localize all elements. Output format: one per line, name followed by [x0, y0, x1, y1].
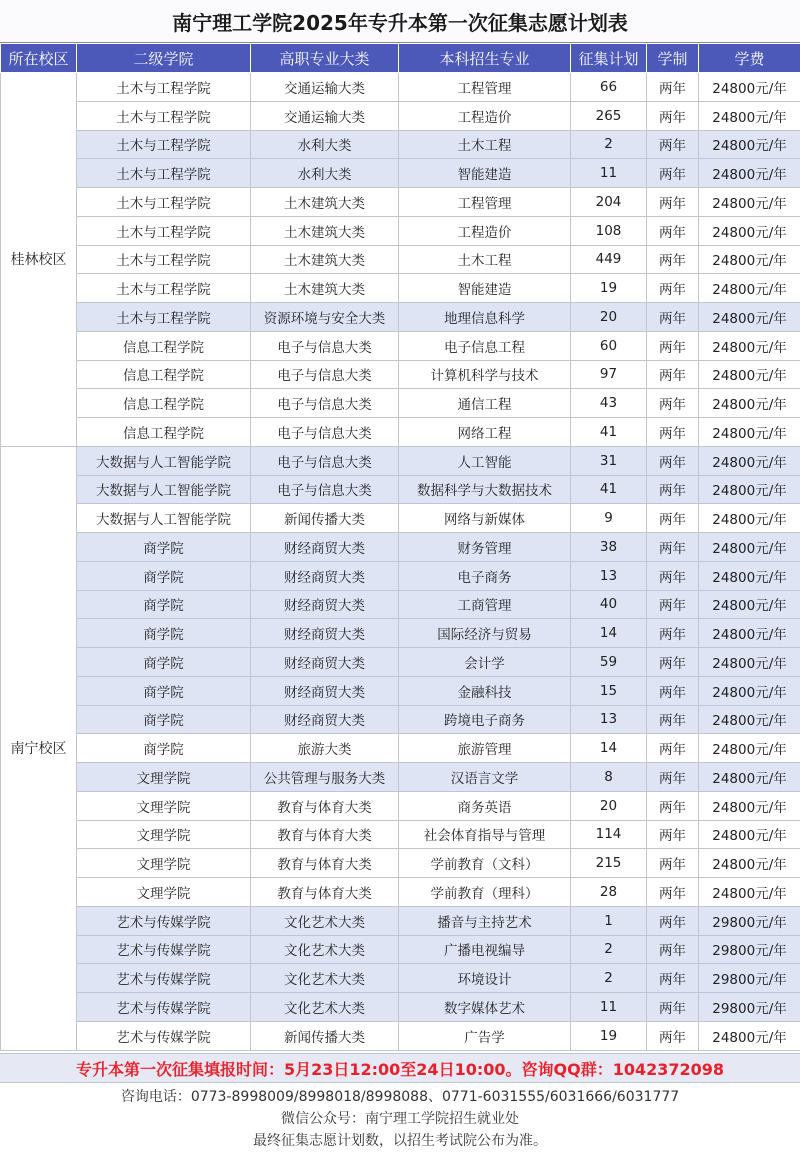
vocational-category-cell: 交通运输大类 — [251, 73, 399, 102]
quota-cell: 13 — [571, 705, 647, 734]
major-cell: 社会体育指导与管理 — [399, 820, 571, 849]
major-cell: 工程管理 — [399, 188, 571, 217]
college-cell: 商学院 — [77, 648, 251, 677]
tuition-cell: 24800元/年 — [699, 619, 800, 648]
major-cell: 广播电视编导 — [399, 935, 571, 964]
major-cell: 智能建造 — [399, 274, 571, 303]
table-row — [1, 130, 800, 159]
table-row — [1, 964, 800, 993]
tuition-cell: 24800元/年 — [699, 360, 800, 389]
vocational-category-cell: 文化艺术大类 — [251, 906, 399, 935]
duration-cell: 两年 — [647, 619, 699, 648]
major-cell: 通信工程 — [399, 389, 571, 418]
vocational-category-cell: 财经商贸大类 — [251, 561, 399, 590]
tuition-cell: 24800元/年 — [699, 533, 800, 562]
duration-cell: 两年 — [647, 274, 699, 303]
vocational-category-cell: 旅游大类 — [251, 734, 399, 763]
duration-cell: 两年 — [647, 906, 699, 935]
college-cell: 信息工程学院 — [77, 418, 251, 447]
college-cell: 艺术与传媒学院 — [77, 906, 251, 935]
duration-cell: 两年 — [647, 561, 699, 590]
quota-cell: 215 — [571, 849, 647, 878]
tuition-cell: 24800元/年 — [699, 159, 800, 188]
college-cell: 文理学院 — [77, 791, 251, 820]
college-cell: 大数据与人工智能学院 — [77, 504, 251, 533]
vocational-category-cell: 电子与信息大类 — [251, 475, 399, 504]
vocational-category-cell: 教育与体育大类 — [251, 849, 399, 878]
college-cell: 信息工程学院 — [77, 360, 251, 389]
contact-phone: 咨询电话：0773-8998009/8998018/8998088、0771-6031555/6031666/6031777 — [0, 1086, 800, 1108]
table-row — [1, 705, 800, 734]
table-row — [1, 360, 800, 389]
major-cell: 工程造价 — [399, 101, 571, 130]
major-cell: 电子信息工程 — [399, 331, 571, 360]
college-cell: 艺术与传媒学院 — [77, 1021, 251, 1050]
tuition-cell: 24800元/年 — [699, 763, 800, 792]
duration-cell: 两年 — [647, 303, 699, 332]
duration-cell: 两年 — [647, 648, 699, 677]
table-row — [1, 734, 800, 763]
college-cell: 文理学院 — [77, 820, 251, 849]
duration-cell: 两年 — [647, 331, 699, 360]
tuition-cell: 24800元/年 — [699, 791, 800, 820]
tuition-cell: 24800元/年 — [699, 561, 800, 590]
major-cell: 财务管理 — [399, 533, 571, 562]
major-cell: 人工智能 — [399, 446, 571, 475]
table-row — [1, 648, 800, 677]
duration-cell: 两年 — [647, 101, 699, 130]
quota-cell: 108 — [571, 216, 647, 245]
table-row — [1, 619, 800, 648]
duration-cell: 两年 — [647, 73, 699, 102]
duration-cell: 两年 — [647, 475, 699, 504]
college-cell: 土木与工程学院 — [77, 216, 251, 245]
college-cell: 商学院 — [77, 705, 251, 734]
college-cell: 艺术与传媒学院 — [77, 993, 251, 1022]
college-cell: 文理学院 — [77, 849, 251, 878]
vocational-category-cell: 土木建筑大类 — [251, 274, 399, 303]
table-row — [1, 389, 800, 418]
table-row — [1, 763, 800, 792]
quota-cell: 59 — [571, 648, 647, 677]
tuition-cell: 24800元/年 — [699, 188, 800, 217]
major-cell: 土木工程 — [399, 245, 571, 274]
duration-cell: 两年 — [647, 878, 699, 907]
tuition-cell: 24800元/年 — [699, 101, 800, 130]
table-row — [1, 245, 800, 274]
major-cell: 学前教育（文科） — [399, 849, 571, 878]
quota-cell: 265 — [571, 101, 647, 130]
college-cell: 文理学院 — [77, 763, 251, 792]
duration-cell: 两年 — [647, 533, 699, 562]
major-cell: 工商管理 — [399, 590, 571, 619]
quota-cell: 31 — [571, 446, 647, 475]
vocational-category-cell: 文化艺术大类 — [251, 935, 399, 964]
vocational-category-cell: 电子与信息大类 — [251, 418, 399, 447]
duration-cell: 两年 — [647, 763, 699, 792]
quota-cell: 43 — [571, 389, 647, 418]
tuition-cell: 24800元/年 — [699, 676, 800, 705]
tuition-cell: 24800元/年 — [699, 130, 800, 159]
quota-cell: 28 — [571, 878, 647, 907]
vocational-category-cell: 水利大类 — [251, 130, 399, 159]
vocational-category-cell: 财经商贸大类 — [251, 676, 399, 705]
college-cell: 艺术与传媒学院 — [77, 964, 251, 993]
quota-cell: 449 — [571, 245, 647, 274]
major-cell: 数据科学与大数据技术 — [399, 475, 571, 504]
duration-cell: 两年 — [647, 935, 699, 964]
table-row — [1, 993, 800, 1022]
vocational-category-cell: 财经商贸大类 — [251, 533, 399, 562]
duration-cell: 两年 — [647, 130, 699, 159]
quota-cell: 2 — [571, 130, 647, 159]
major-cell: 广告学 — [399, 1021, 571, 1050]
major-cell: 电子商务 — [399, 561, 571, 590]
quota-cell: 14 — [571, 619, 647, 648]
table-row — [1, 590, 800, 619]
tuition-cell: 29800元/年 — [699, 935, 800, 964]
duration-cell: 两年 — [647, 446, 699, 475]
tuition-cell: 24800元/年 — [699, 504, 800, 533]
college-cell: 大数据与人工智能学院 — [77, 446, 251, 475]
college-cell: 土木与工程学院 — [77, 303, 251, 332]
tuition-cell: 24800元/年 — [699, 303, 800, 332]
table-row — [1, 504, 800, 533]
major-cell: 智能建造 — [399, 159, 571, 188]
vocational-category-cell: 水利大类 — [251, 159, 399, 188]
plan-table-body — [1, 73, 800, 1051]
major-cell: 网络工程 — [399, 418, 571, 447]
table-row — [1, 533, 800, 562]
vocational-category-cell: 文化艺术大类 — [251, 964, 399, 993]
tuition-cell: 24800元/年 — [699, 418, 800, 447]
vocational-category-cell: 教育与体育大类 — [251, 791, 399, 820]
quota-cell: 60 — [571, 331, 647, 360]
quota-cell: 1 — [571, 906, 647, 935]
college-cell: 文理学院 — [77, 878, 251, 907]
duration-cell: 两年 — [647, 360, 699, 389]
college-cell: 商学院 — [77, 590, 251, 619]
page-title: 南宁理工学院2025年专升本第一次征集志愿计划表 — [0, 0, 800, 43]
quota-cell: 41 — [571, 418, 647, 447]
duration-cell: 两年 — [647, 993, 699, 1022]
tuition-cell: 24800元/年 — [699, 475, 800, 504]
major-cell: 旅游管理 — [399, 734, 571, 763]
vocational-category-cell: 电子与信息大类 — [251, 360, 399, 389]
header-tuition: 学费 — [699, 44, 800, 73]
vocational-category-cell: 教育与体育大类 — [251, 820, 399, 849]
table-row — [1, 791, 800, 820]
major-cell: 国际经济与贸易 — [399, 619, 571, 648]
quota-cell: 13 — [571, 561, 647, 590]
vocational-category-cell: 电子与信息大类 — [251, 446, 399, 475]
major-cell: 金融科技 — [399, 676, 571, 705]
college-cell: 商学院 — [77, 533, 251, 562]
major-cell: 汉语言文学 — [399, 763, 571, 792]
vocational-category-cell: 土木建筑大类 — [251, 188, 399, 217]
major-cell: 土木工程 — [399, 130, 571, 159]
table-row — [1, 331, 800, 360]
quota-cell: 8 — [571, 763, 647, 792]
duration-cell: 两年 — [647, 964, 699, 993]
vocational-category-cell: 电子与信息大类 — [251, 389, 399, 418]
major-cell: 数字媒体艺术 — [399, 993, 571, 1022]
header-duration: 学制 — [647, 44, 699, 73]
vocational-category-cell: 土木建筑大类 — [251, 216, 399, 245]
duration-cell: 两年 — [647, 216, 699, 245]
tuition-cell: 24800元/年 — [699, 389, 800, 418]
header-quota: 征集计划 — [571, 44, 647, 73]
table-row — [1, 159, 800, 188]
quota-cell: 20 — [571, 303, 647, 332]
college-cell: 信息工程学院 — [77, 331, 251, 360]
vocational-category-cell: 土木建筑大类 — [251, 245, 399, 274]
quota-cell: 97 — [571, 360, 647, 389]
quota-cell: 20 — [571, 791, 647, 820]
final-note: 最终征集志愿计划数，以招生考试院公布为准。 — [0, 1130, 800, 1152]
table-row — [1, 101, 800, 130]
quota-cell: 114 — [571, 820, 647, 849]
major-cell: 播音与主持艺术 — [399, 906, 571, 935]
table-row — [1, 303, 800, 332]
duration-cell: 两年 — [647, 705, 699, 734]
table-row — [1, 475, 800, 504]
campus-cell: 桂林校区 — [1, 73, 77, 447]
tuition-cell: 24800元/年 — [699, 245, 800, 274]
duration-cell: 两年 — [647, 504, 699, 533]
header-row — [1, 44, 800, 73]
duration-cell: 两年 — [647, 188, 699, 217]
tuition-cell: 24800元/年 — [699, 849, 800, 878]
college-cell: 土木与工程学院 — [77, 159, 251, 188]
tuition-cell: 29800元/年 — [699, 906, 800, 935]
quota-cell: 11 — [571, 993, 647, 1022]
duration-cell: 两年 — [647, 389, 699, 418]
vocational-category-cell: 电子与信息大类 — [251, 331, 399, 360]
table-row — [1, 849, 800, 878]
table-row — [1, 418, 800, 447]
major-cell: 商务英语 — [399, 791, 571, 820]
table-row — [1, 216, 800, 245]
major-cell: 环境设计 — [399, 964, 571, 993]
vocational-category-cell: 新闻传播大类 — [251, 1021, 399, 1050]
college-cell: 商学院 — [77, 561, 251, 590]
table-row — [1, 73, 800, 102]
college-cell: 大数据与人工智能学院 — [77, 475, 251, 504]
vocational-category-cell: 教育与体育大类 — [251, 878, 399, 907]
duration-cell: 两年 — [647, 820, 699, 849]
college-cell: 商学院 — [77, 676, 251, 705]
tuition-cell: 24800元/年 — [699, 734, 800, 763]
quota-cell: 66 — [571, 73, 647, 102]
table-row — [1, 906, 800, 935]
duration-cell: 两年 — [647, 849, 699, 878]
tuition-cell: 24800元/年 — [699, 590, 800, 619]
tuition-cell: 29800元/年 — [699, 993, 800, 1022]
quota-cell: 204 — [571, 188, 647, 217]
college-cell: 商学院 — [77, 734, 251, 763]
quota-cell: 41 — [571, 475, 647, 504]
vocational-category-cell: 财经商贸大类 — [251, 648, 399, 677]
quota-cell: 38 — [571, 533, 647, 562]
college-cell: 艺术与传媒学院 — [77, 935, 251, 964]
quota-cell: 2 — [571, 935, 647, 964]
college-cell: 信息工程学院 — [77, 389, 251, 418]
major-cell: 网络与新媒体 — [399, 504, 571, 533]
plan-table — [0, 43, 800, 1051]
duration-cell: 两年 — [647, 590, 699, 619]
tuition-cell: 24800元/年 — [699, 446, 800, 475]
duration-cell: 两年 — [647, 418, 699, 447]
table-row — [1, 676, 800, 705]
tuition-cell: 24800元/年 — [699, 216, 800, 245]
major-cell: 计算机科学与技术 — [399, 360, 571, 389]
table-row — [1, 446, 800, 475]
quota-cell: 19 — [571, 274, 647, 303]
table-row — [1, 935, 800, 964]
header-college: 二级学院 — [77, 44, 251, 73]
tuition-cell: 24800元/年 — [699, 705, 800, 734]
college-cell: 土木与工程学院 — [77, 130, 251, 159]
major-cell: 工程造价 — [399, 216, 571, 245]
vocational-category-cell: 财经商贸大类 — [251, 705, 399, 734]
table-row — [1, 878, 800, 907]
table-row — [1, 820, 800, 849]
table-row — [1, 561, 800, 590]
quota-cell: 11 — [571, 159, 647, 188]
major-cell: 跨境电子商务 — [399, 705, 571, 734]
major-cell: 工程管理 — [399, 73, 571, 102]
vocational-category-cell: 财经商贸大类 — [251, 590, 399, 619]
tuition-cell: 24800元/年 — [699, 878, 800, 907]
table-row — [1, 188, 800, 217]
tuition-cell: 24800元/年 — [699, 648, 800, 677]
wechat-account: 微信公众号：南宁理工学院招生就业处 — [0, 1108, 800, 1130]
vocational-category-cell: 交通运输大类 — [251, 101, 399, 130]
quota-cell: 9 — [571, 504, 647, 533]
tuition-cell: 24800元/年 — [699, 73, 800, 102]
tuition-cell: 24800元/年 — [699, 820, 800, 849]
college-cell: 商学院 — [77, 619, 251, 648]
duration-cell: 两年 — [647, 791, 699, 820]
tuition-cell: 24800元/年 — [699, 1021, 800, 1050]
duration-cell: 两年 — [647, 245, 699, 274]
table-row — [1, 274, 800, 303]
table-row — [1, 1021, 800, 1050]
duration-cell: 两年 — [647, 734, 699, 763]
quota-cell: 2 — [571, 964, 647, 993]
vocational-category-cell: 公共管理与服务大类 — [251, 763, 399, 792]
college-cell: 土木与工程学院 — [77, 73, 251, 102]
campus-cell: 南宁校区 — [1, 446, 77, 1050]
header-vocational-category: 高职专业大类 — [251, 44, 399, 73]
duration-cell: 两年 — [647, 159, 699, 188]
contact-info — [0, 1086, 800, 1152]
footer — [0, 1053, 800, 1155]
college-cell: 土木与工程学院 — [77, 274, 251, 303]
vocational-category-cell: 财经商贸大类 — [251, 619, 399, 648]
header-major: 本科招生专业 — [399, 44, 571, 73]
college-cell: 土木与工程学院 — [77, 101, 251, 130]
major-cell: 会计学 — [399, 648, 571, 677]
tuition-cell: 24800元/年 — [699, 274, 800, 303]
vocational-category-cell: 文化艺术大类 — [251, 993, 399, 1022]
college-cell: 土木与工程学院 — [77, 188, 251, 217]
duration-cell: 两年 — [647, 1021, 699, 1050]
vocational-category-cell: 资源环境与安全大类 — [251, 303, 399, 332]
header-campus: 所在校区 — [1, 44, 77, 73]
duration-cell: 两年 — [647, 676, 699, 705]
quota-cell: 19 — [571, 1021, 647, 1050]
quota-cell: 15 — [571, 676, 647, 705]
tuition-cell: 24800元/年 — [699, 331, 800, 360]
quota-cell: 14 — [571, 734, 647, 763]
tuition-cell: 29800元/年 — [699, 964, 800, 993]
quota-cell: 40 — [571, 590, 647, 619]
vocational-category-cell: 新闻传播大类 — [251, 504, 399, 533]
application-period-notice: 专升本第一次征集填报时间：5月23日12:00至24日10:00。咨询QQ群：1042372098 — [0, 1054, 800, 1083]
major-cell: 学前教育（理科） — [399, 878, 571, 907]
major-cell: 地理信息科学 — [399, 303, 571, 332]
college-cell: 土木与工程学院 — [77, 245, 251, 274]
